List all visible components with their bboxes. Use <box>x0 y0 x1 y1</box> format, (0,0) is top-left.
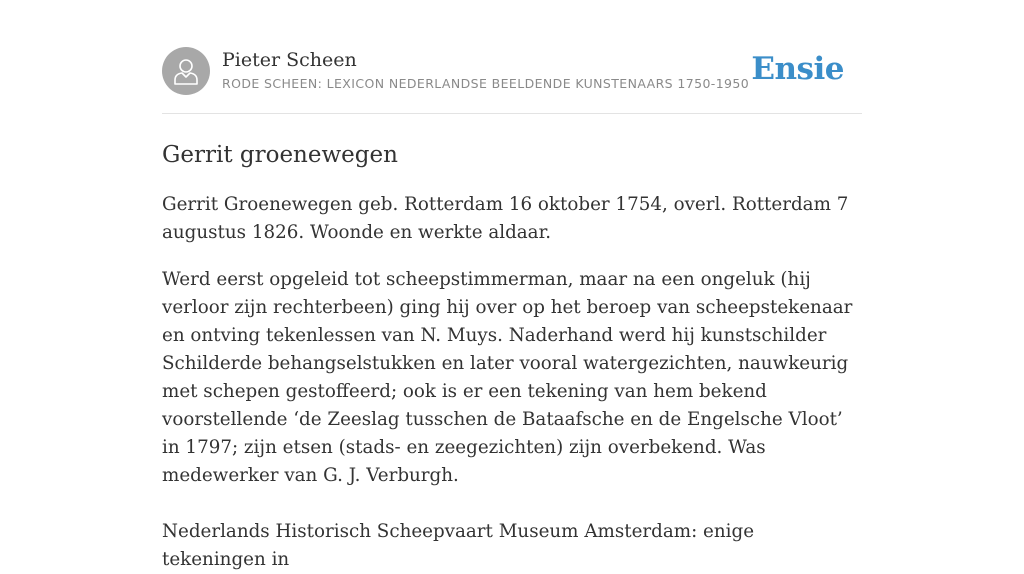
article-paragraph: Gerrit Groenewegen geb. Rotterdam 16 oktober 1754, overl. Rotterdam 7 augustus 1826. Woonde en werkte aldaar. <box>162 194 849 243</box>
author-header <box>162 46 862 96</box>
source-label[interactable]: RODE SCHEEN: LEXICON NEDERLANDSE BEELDENDE KUNSTENAARS 1750-1950 <box>222 75 750 91</box>
author-avatar[interactable] <box>162 47 210 95</box>
brand-logo[interactable]: Ensie <box>751 51 844 87</box>
article-container <box>162 46 862 574</box>
article-title: Gerrit groenewegen <box>162 142 398 168</box>
author-name[interactable]: Pieter Scheen <box>222 48 357 71</box>
header-divider <box>162 113 862 114</box>
article-paragraph: Werd eerst opgeleid tot scheepstimmerman, maar na een ongeluk (hij verloor zijn rechterbeen) ging hij over op het beroep van scheepstekenaar en ontving tekenlessen van N. Muys. Naderhand werd hij kunstschilder Schilderde behangselstukken en later vooral watergezichten, nauwkeurig met schepen gestoffeerd; ook is er een tekening van hem bekend voorstellende ‘de Zeeslag tusschen de Bataafsche en de Engelsche Vloot’ in 1797; zijn etsen (stads- en zeegezichten) zijn overbekend. Was medewerker van G. J. Verburgh. <box>162 269 853 486</box>
article-paragraph: Nederlands Historisch Scheepvaart Museum Amsterdam: enige tekeningen in <box>162 521 755 570</box>
user-icon <box>173 57 199 85</box>
author-info <box>222 48 751 91</box>
